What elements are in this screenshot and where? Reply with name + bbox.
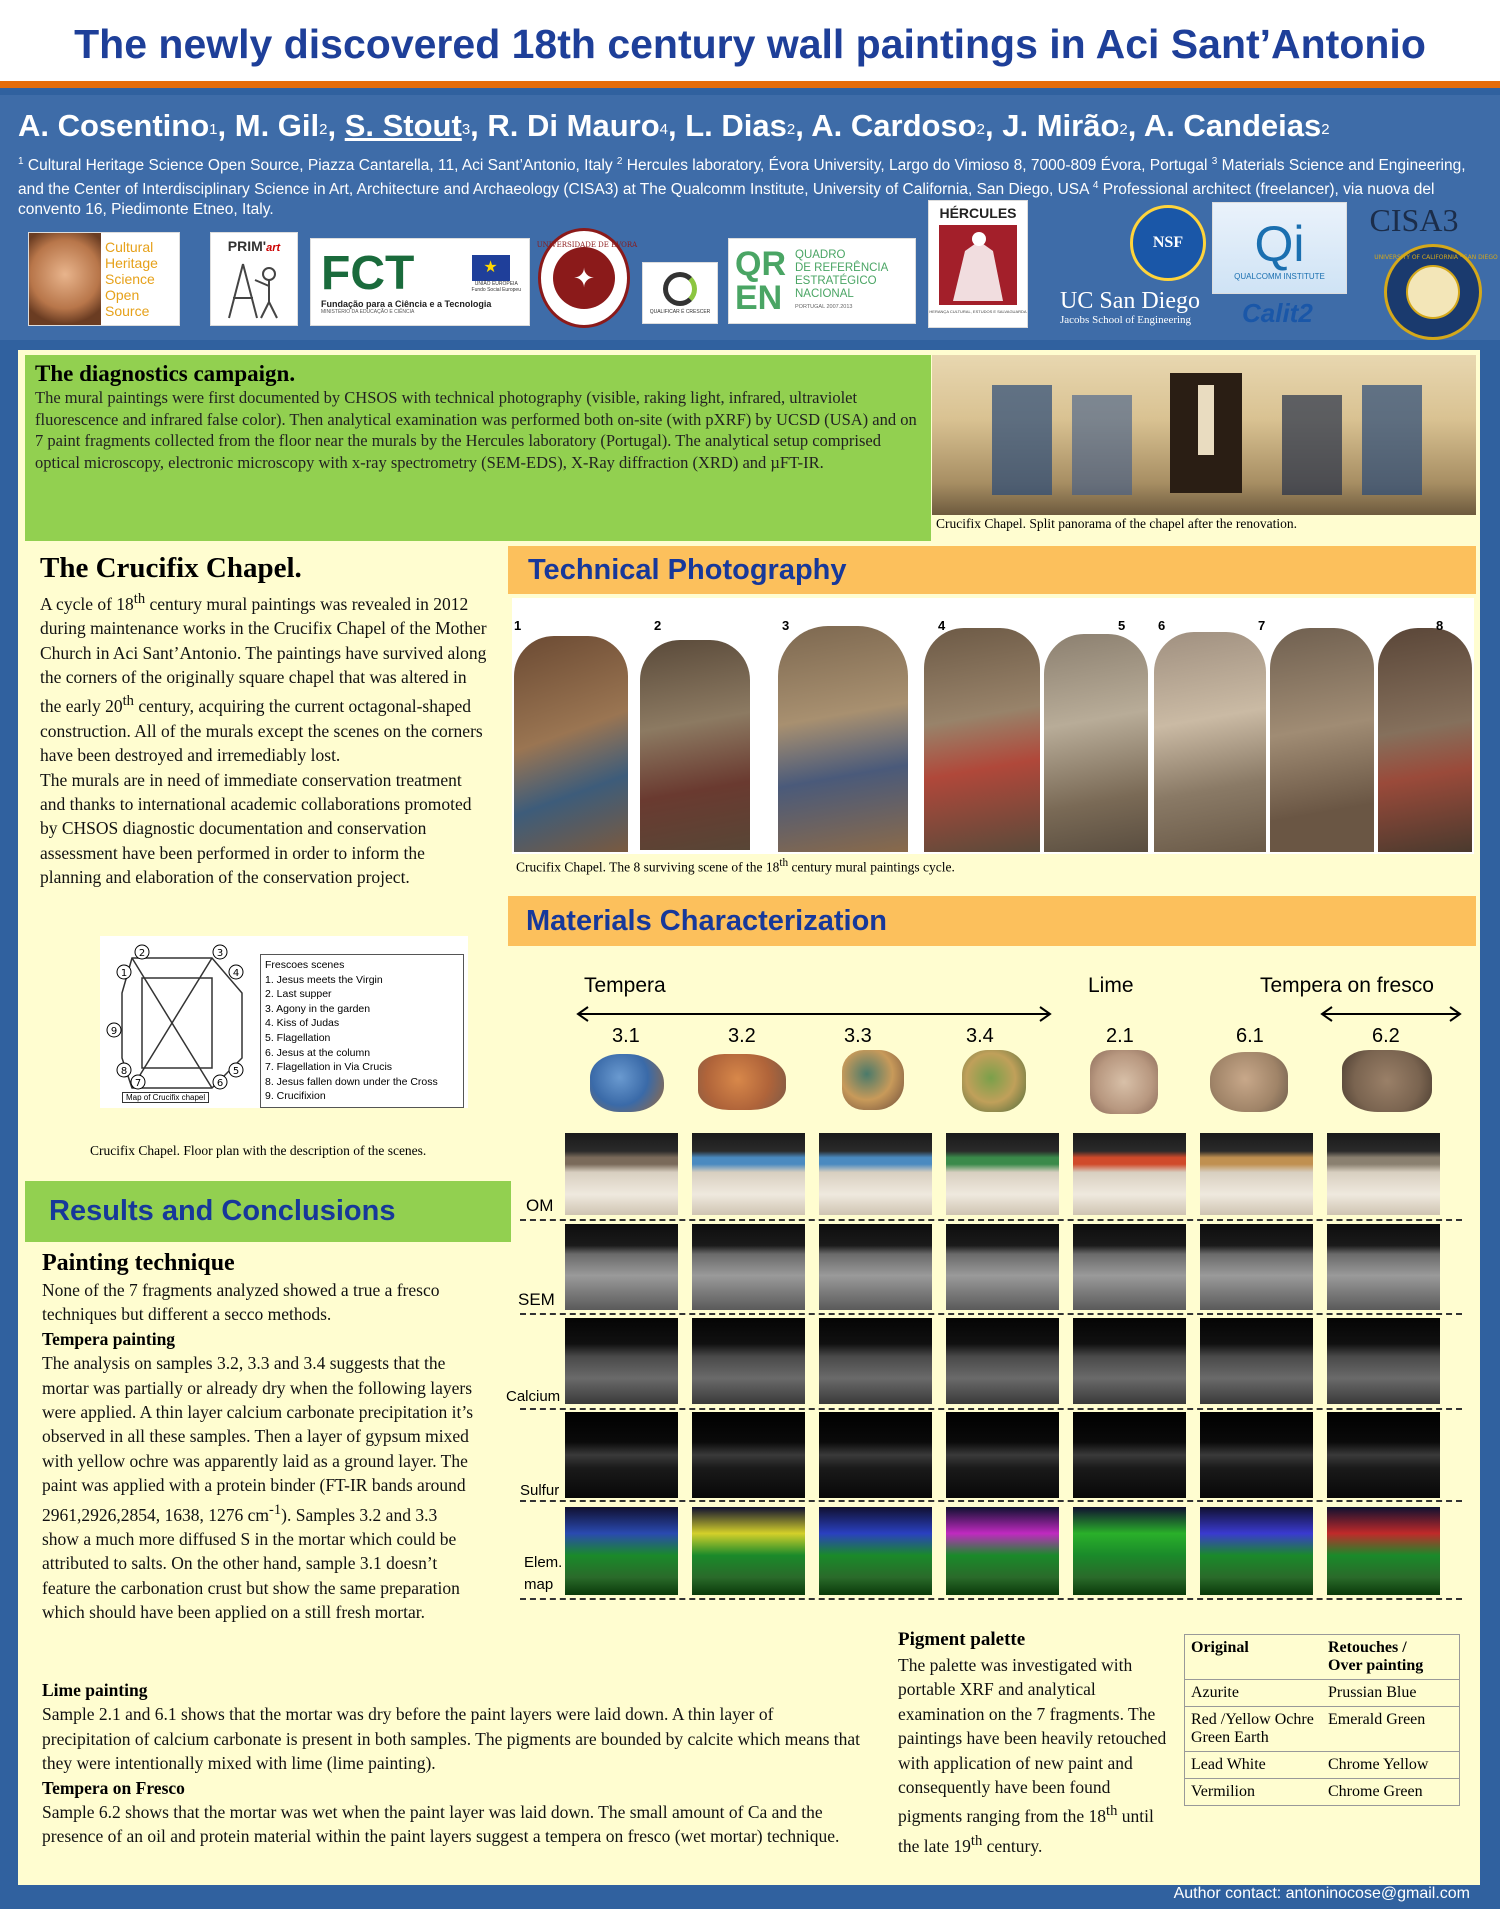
micrograph-tile <box>819 1133 932 1215</box>
svg-text:UNIVERSIDADE DE ÉVORA: UNIVERSIDADE DE ÉVORA <box>536 241 638 249</box>
sample-label: 3.3 <box>844 1025 872 1047</box>
group-arrows <box>560 1004 1480 1024</box>
author: M. Gil <box>234 108 320 143</box>
column-header: Original <box>1185 1635 1322 1680</box>
sample-label: 6.2 <box>1372 1025 1400 1047</box>
micrograph-tile <box>819 1412 932 1498</box>
svg-text:2: 2 <box>138 948 146 959</box>
micrograph-tile <box>1200 1412 1313 1498</box>
svg-text:5: 5 <box>232 1066 240 1077</box>
row-divider <box>520 1500 1462 1502</box>
author: A. Cosentino <box>18 108 210 143</box>
ucsd-jacobs-logo: UC San Diego Jacobs School of Engineering <box>1060 288 1200 326</box>
row-divider <box>520 1313 1462 1315</box>
qualcomm-institute-logo: Qi QUALCOMM INSTITUTE <box>1212 202 1347 294</box>
chapel-section <box>40 552 490 890</box>
row-label-sem: SEM <box>518 1290 555 1309</box>
scene-number: 1 <box>514 618 522 633</box>
painting-technique-heading: Painting technique <box>42 1250 235 1276</box>
micrograph-tile <box>1200 1318 1313 1404</box>
painting-technique-text: None of the 7 fragments analyzed showed a true a fresco techniques but different a secco methods. <box>42 1280 440 1325</box>
fragment-photo <box>590 1054 664 1112</box>
scene-number: 6 <box>1158 618 1166 633</box>
sample-label: 3.2 <box>728 1025 756 1047</box>
scene-number: 8 <box>1436 618 1444 633</box>
sample-label: 2.1 <box>1106 1025 1134 1047</box>
palette-heading: Pigment palette <box>898 1629 1026 1650</box>
author-presenting: S. Stout <box>344 108 462 143</box>
eu-flag-icon: ★ <box>472 255 510 281</box>
svg-text:UNIVERSITY OF CALIFORNIA · SAN: UNIVERSITY OF CALIFORNIA · SAN DIEGO <box>1374 254 1498 261</box>
chapel-heading: The Crucifix Chapel. <box>40 552 302 584</box>
materials-heading: Materials Characterization <box>508 896 1476 946</box>
author: A. Candeias <box>1143 108 1322 143</box>
micrograph-tile <box>565 1412 678 1498</box>
micrograph-tile <box>692 1133 805 1215</box>
micrograph-tile <box>1073 1318 1186 1404</box>
fragment-photo <box>962 1050 1026 1112</box>
chapel-paragraph-1: A cycle of 18th century mural paintings was revealed in 2012 during maintenance works in the Crucifix Chapel of the Mother Church in Aci Sant’Antonio. The paintings have survived along the corners of the originally square chapel that was altered in the early 20th century, acquiring the current octagonal-shaped construction. All of the murals except the scenes on the corners have been destroyed and irremediably lost. <box>40 591 487 766</box>
micrograph-tile <box>819 1224 932 1310</box>
scene-legend: Frescoes scenes 1. Jesus meets the Virgin 2. Last supper 3. Agony in the garden 4. Kiss of Judas 5. Flagellation 6. Jesus at the column 7. Flagellation in Via Crucis 8. Jesus fallen down under the Cross 9. Crucifixion <box>260 954 464 1108</box>
hercules-figure-icon <box>935 221 1021 309</box>
scene-number: 3 <box>782 618 790 633</box>
svg-text:9: 9 <box>110 1026 118 1037</box>
micrograph-tile <box>1073 1507 1186 1595</box>
palette-section <box>898 1627 1178 1858</box>
svg-text:6: 6 <box>216 1078 224 1089</box>
techphoto-heading: Technical Photography <box>508 546 1476 594</box>
fresco-text: Sample 6.2 shows that the mortar was wet when the paint layer was laid down. The small amount of Ca and the presence of an oil and protein material within the paint layers suggest a tempera on fresco (wet mortar) technique. <box>42 1802 840 1847</box>
group-label-tempera-on-fresco: Tempera on fresco <box>1260 974 1434 997</box>
hercules-logo: HÉRCULES HERANÇA CULTURAL, ESTUDOS E SALVAGUARDA <box>928 200 1028 328</box>
poster-title: The newly discovered 18th century wall paintings in Aci Sant’Antonio <box>74 21 1426 67</box>
micrograph-tile <box>1327 1224 1440 1310</box>
sample-label: 3.1 <box>612 1025 640 1047</box>
table-row: Vermilion Chrome Green <box>1191 1783 1423 1800</box>
painter-figure-icon <box>219 254 289 320</box>
diagnostics-text: The mural paintings were first documented by CHSOS with technical photography (visible, raking light, infrared, ultraviolet fluorescence and infrared false color). Then analytical examination was performed both on-site (with pXRF) by UCSD (USA) and on 7 paint fragments collected from the floor near the murals by the Hercules laboratory (Portugal). The analytical setup comprised optical microscopy, electronic microscopy with x-ray spectrometry (SEM-EDS), X-Ray diffraction (XRD) and µFT-IR. <box>35 388 917 472</box>
scene-number: 2 <box>654 618 662 633</box>
micrograph-tile <box>1200 1224 1313 1310</box>
fragment-photo <box>698 1054 786 1110</box>
micrograph-tile <box>1200 1133 1313 1215</box>
floor-plan-caption: Crucifix Chapel. Floor plan with the description of the scenes. <box>90 1143 427 1158</box>
tempera-heading: Tempera painting <box>42 1328 176 1349</box>
sample-label: 3.4 <box>966 1025 994 1047</box>
title-bar <box>0 0 1500 88</box>
row-label-elem: Elem. <box>524 1554 563 1571</box>
qualificar-logo: QUALIFICAR É CRESCER <box>642 262 718 324</box>
sample-label: 6.1 <box>1236 1025 1264 1047</box>
micrograph-tile <box>946 1133 1059 1215</box>
row-divider <box>520 1219 1462 1221</box>
qren-logo: QREN QUADRO DE REFERÊNCIA ESTRATÉGICO NACIONAL PORTUGAL 2007.2013 <box>728 238 916 324</box>
scene-number: 5 <box>1118 618 1126 633</box>
mural-scene <box>924 628 1040 852</box>
micrograph-tile <box>692 1507 805 1595</box>
micrograph-tile <box>692 1412 805 1498</box>
mural-scene <box>1154 632 1266 852</box>
author-list: A. Cosentino$^1$, M. Gil$^2$, S. Stout$^3$, R. Di Mauro$^4$, L. Dias$^2$, A. Cardoso$^2$, J. Mirão$^2$, A. Candeias$^2$ <box>18 108 1330 143</box>
svg-text:7: 7 <box>134 1078 142 1089</box>
chapel-panorama-image <box>932 355 1476 515</box>
micrograph-tile <box>565 1318 678 1404</box>
micrograph-tile <box>946 1224 1059 1310</box>
nsf-logo: NSF <box>1130 205 1206 281</box>
table-row: Red /Yellow Ochre Green Earth Emerald Green <box>1185 1707 1459 1752</box>
lime-heading: Lime painting <box>42 1680 148 1700</box>
dove-icon: ✦ <box>553 247 615 309</box>
micrograph-tile <box>819 1507 932 1595</box>
micrograph-tile <box>565 1224 678 1310</box>
micrograph-tile <box>1327 1412 1440 1498</box>
micrograph-tile <box>565 1507 678 1595</box>
affiliations: $^1$ Cultural Heritage Science Open Source, Piazza Cantarella, 11, Aci Sant’Antonio, Italy $^2$ Hercules laboratory, Évora University, Largo do Vimioso 8, 7000-809 Évora, Portugal $^3$ Materials Science and Engineering, and the Center of Interdisciplinary Science in Art, Architecture and Archaeology (CISA3) at The Qualcomm Institute, University of California, San Diego, USA $^4$ Professional architect (freelancer), via nuova del convento 16, Piedimonte Etneo, Italy. <box>18 156 1466 219</box>
micrograph-tile <box>946 1412 1059 1498</box>
crucifix-icon <box>1198 385 1214 455</box>
micrograph-tile <box>819 1318 932 1404</box>
mural-scene <box>640 640 750 850</box>
calit2-logo: Calit2 <box>1242 298 1313 328</box>
micrograph-tile <box>1073 1224 1186 1310</box>
author-contact: Author contact: antoninocose@gmail.com <box>1173 1885 1470 1902</box>
author: J. Mirão <box>1002 108 1120 143</box>
results-heading: Results and Conclusions <box>25 1181 511 1242</box>
micrograph-tile <box>1327 1318 1440 1404</box>
primart-logo: PRIM'art <box>210 232 298 326</box>
row-divider <box>520 1408 1462 1410</box>
evora-seal-logo <box>536 228 638 328</box>
table-header-row <box>1185 1635 1459 1680</box>
results-section <box>42 1248 476 1625</box>
tempera-text: The analysis on samples 3.2, 3.3 and 3.4 suggests that the mortar was partially or already dry when the following layers were applied. A thin layer calcium carbonate precipitation it’s observed in all these samples. Then a layer of gypsum mixed with yellow ochre was apparently laid as a ground layer. The paint was applied with a protein binder (FT-IR bands around 2961,2926,2854, 1638, 1276 $cm^{-1}$). Samples 3.2 and 3.3 show a much more diffused S in the mortar which could be attributed to salts. On the other hand, sample 3.1 doesn’t feature the carbonation crust but show the same preparation which should have been applied on a still fresh mortar. <box>42 1353 474 1623</box>
column-header: Retouches / Over painting <box>1322 1635 1459 1680</box>
palette-text: The palette was investigated with portable XRF and analytical examination on the 7 fragments. The paintings have been heavily retouched with application of new paint and consequently have been found pigments ranging from the 18th until the late 19th century. <box>898 1655 1167 1856</box>
micrograph-tile <box>1327 1133 1440 1215</box>
row-divider <box>520 1598 1462 1600</box>
floor-plan-figure <box>100 936 468 1108</box>
micrograph-tile <box>946 1318 1059 1404</box>
table-row: Azurite Prussian Blue <box>1185 1680 1459 1707</box>
fct-logo: FCT ★ UNIÃO EUROPEIA Fundo Social Europeu Fundação para a Ciência e a Tecnologia MINISTÉRIO DA EDUCAÇÃO E CIÊNCIA <box>310 238 530 326</box>
lime-text: Sample 2.1 and 6.1 shows that the mortar was dry before the paint layers were laid down. A thin layer of precipitation of calcium carbonate is present in both samples. The pigments are bounded by calcite which means that they were intentionally mixed with lime (lime painting). <box>42 1704 861 1774</box>
micrograph-tile <box>1073 1133 1186 1215</box>
mural-scene <box>1378 628 1472 852</box>
scene-number: 4 <box>938 618 946 633</box>
svg-text:3: 3 <box>216 948 224 959</box>
table-row: Lead White Chrome Yellow <box>1185 1752 1459 1779</box>
group-label-tempera: Tempera <box>584 974 666 997</box>
micrograph-tile <box>946 1507 1059 1595</box>
micrograph-tile <box>692 1318 805 1404</box>
q-mark-icon <box>663 272 697 306</box>
micrograph-tile <box>1073 1412 1186 1498</box>
author: R. Di Mauro <box>487 108 660 143</box>
row-label-map: map <box>524 1576 554 1593</box>
floor-plan-map <box>102 938 252 1108</box>
murals-caption: Crucifix Chapel. The 8 surviving scene of the 18th century mural paintings cycle. <box>516 857 955 875</box>
chsos-face-image <box>29 233 101 325</box>
scene-number: 7 <box>1258 618 1266 633</box>
svg-text:8: 8 <box>120 1066 128 1077</box>
fragment-photo <box>842 1050 904 1110</box>
diagnostics-panel <box>25 355 931 541</box>
murals-strip <box>512 598 1474 854</box>
svg-text:1: 1 <box>120 968 128 979</box>
fragment-photo <box>1342 1050 1432 1112</box>
group-label-lime: Lime <box>1088 974 1134 997</box>
fresco-heading: Tempera on Fresco <box>42 1777 185 1798</box>
mural-scene <box>1270 628 1374 852</box>
chapel-paragraph-2: The murals are in need of immediate conservation treatment and thanks to international academic collaborations promoted by CHSOS diagnostic documentation and conservation assessment have been performed in order to inform the planning and elaboration of the conservation project. <box>40 769 472 888</box>
pigment-table <box>1184 1634 1460 1806</box>
plan-map-label: Map of Crucifix chapel <box>122 1092 209 1103</box>
results-section-lower <box>42 1678 862 1849</box>
panorama-caption: Crucifix Chapel. Split panorama of the chapel after the renovation. <box>936 516 1297 531</box>
micrograph-tile <box>1200 1507 1313 1595</box>
author: L. Dias <box>685 108 787 143</box>
row-label-sulfur: Sulfur <box>520 1482 560 1499</box>
fragment-photo <box>1210 1052 1288 1112</box>
author: A. Cardoso <box>811 108 977 143</box>
row-label-om: OM <box>526 1196 554 1215</box>
mural-scene <box>1044 634 1148 852</box>
mural-scene <box>514 636 628 852</box>
chsos-logo: Cultural Heritage Science Open Source <box>28 232 180 326</box>
diagnostics-heading: The diagnostics campaign. <box>35 361 296 386</box>
fragment-photo <box>1090 1050 1158 1114</box>
row-label-calcium: Calcium <box>506 1388 561 1405</box>
svg-text:4: 4 <box>232 968 240 979</box>
micrograph-tile <box>692 1224 805 1310</box>
micrograph-tile <box>565 1133 678 1215</box>
cisa3-logo: CISA3 <box>1369 201 1459 238</box>
mural-scene <box>778 626 908 852</box>
uc-seal-logo <box>1374 244 1498 340</box>
micrograph-tile <box>1327 1507 1440 1595</box>
